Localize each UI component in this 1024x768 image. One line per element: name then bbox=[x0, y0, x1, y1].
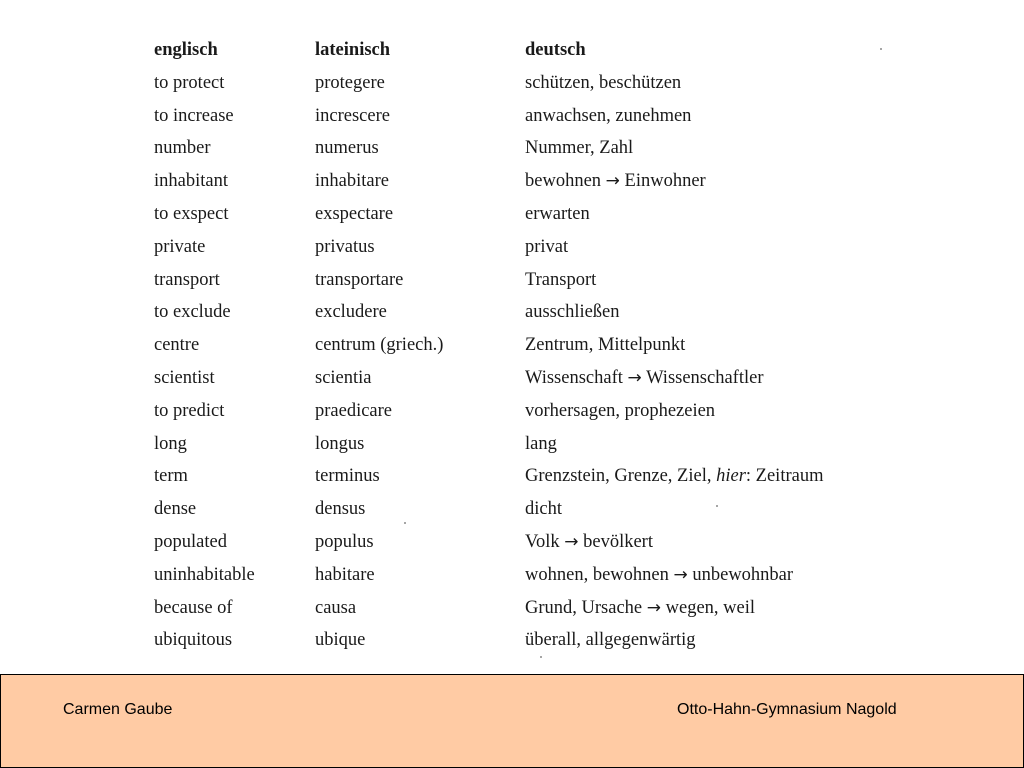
cell-latin: scientia bbox=[315, 367, 372, 388]
table-row bbox=[150, 332, 950, 365]
cell-german: schützen, beschützen bbox=[525, 72, 682, 93]
table-row bbox=[150, 168, 950, 201]
scan-speck bbox=[716, 505, 718, 507]
cell-english: private bbox=[154, 236, 206, 257]
cell-latin: longus bbox=[315, 433, 365, 454]
cell-english: to exclude bbox=[154, 302, 231, 323]
cell-german bbox=[525, 365, 763, 391]
cell-english: term bbox=[154, 466, 188, 487]
german-part: bewohnen bbox=[525, 171, 602, 192]
table-row bbox=[150, 627, 950, 660]
german-part: wegen, weil bbox=[665, 597, 756, 618]
cell-english: because of bbox=[154, 597, 233, 618]
cell-english: inhabitant bbox=[154, 171, 228, 192]
table-row bbox=[150, 299, 950, 332]
cell-german: Nummer, Zahl bbox=[525, 138, 634, 159]
table-row bbox=[150, 135, 950, 168]
cell-german: ausschließen bbox=[525, 302, 620, 323]
arrow-right-icon: → bbox=[627, 367, 642, 388]
cell-english: transport bbox=[154, 269, 220, 290]
table-row bbox=[150, 267, 950, 300]
cell-english: to increase bbox=[154, 105, 234, 126]
cell-english: scientist bbox=[154, 367, 215, 388]
cell-german: dicht bbox=[525, 499, 562, 520]
cell-english: to exspect bbox=[154, 203, 229, 224]
cell-german bbox=[525, 529, 653, 555]
cell-latin: terminus bbox=[315, 466, 380, 487]
cell-latin: exspectare bbox=[315, 203, 394, 224]
cell-german: erwarten bbox=[525, 203, 590, 224]
cell-german: Zentrum, Mittelpunkt bbox=[525, 335, 686, 356]
german-part: unbewohnbar bbox=[692, 564, 794, 585]
cell-latin: privatus bbox=[315, 236, 375, 257]
german-part: Wissenschaft bbox=[525, 367, 623, 388]
table-row bbox=[150, 398, 950, 431]
cell-german bbox=[525, 595, 755, 621]
table-row bbox=[150, 201, 950, 234]
footer-author: Carmen Gaube bbox=[63, 701, 173, 718]
cell-german: lang bbox=[525, 433, 557, 454]
cell-german bbox=[525, 562, 793, 588]
german-emphasis: hier bbox=[716, 466, 746, 487]
vocabulary-table bbox=[150, 37, 950, 660]
scan-speck bbox=[540, 656, 542, 658]
table-row bbox=[150, 496, 950, 529]
cell-latin: centrum (griech.) bbox=[315, 335, 444, 356]
cell-english: centre bbox=[154, 335, 200, 356]
cell-english: ubiquitous bbox=[154, 630, 233, 651]
table-row bbox=[150, 529, 950, 562]
cell-latin: transportare bbox=[315, 269, 404, 290]
footer-school: Otto-Hahn-Gymnasium Nagold bbox=[677, 701, 897, 718]
german-part: Wissenschaftler bbox=[646, 367, 764, 388]
german-part: Grenzstein, Grenze, Ziel, bbox=[525, 466, 712, 487]
german-part: wohnen, bewohnen bbox=[525, 564, 669, 585]
footer-bar bbox=[0, 674, 1024, 768]
table-row bbox=[150, 562, 950, 595]
cell-german: überall, allgegenwärtig bbox=[525, 630, 696, 651]
table-row bbox=[150, 70, 950, 103]
arrow-right-icon: → bbox=[605, 171, 620, 192]
arrow-right-icon: → bbox=[564, 531, 579, 552]
cell-english: dense bbox=[154, 499, 197, 520]
cell-latin: populus bbox=[315, 531, 374, 552]
cell-german bbox=[525, 168, 706, 194]
cell-latin: excludere bbox=[315, 302, 387, 323]
scan-speck bbox=[880, 48, 882, 50]
header-english: englisch bbox=[154, 40, 218, 60]
german-part: Einwohner bbox=[624, 171, 706, 192]
cell-german: vorhersagen, prophezeien bbox=[525, 400, 716, 421]
header-german: deutsch bbox=[525, 40, 586, 60]
cell-english: to predict bbox=[154, 400, 225, 421]
cell-latin: causa bbox=[315, 597, 357, 618]
table-row bbox=[150, 103, 950, 136]
cell-english: long bbox=[154, 433, 187, 454]
cell-english: uninhabitable bbox=[154, 564, 255, 585]
german-part: Grund, Ursache bbox=[525, 597, 643, 618]
cell-german: privat bbox=[525, 236, 569, 257]
cell-latin: habitare bbox=[315, 564, 375, 585]
german-part: Volk bbox=[525, 531, 560, 552]
cell-latin: ubique bbox=[315, 630, 366, 651]
table-row bbox=[150, 365, 950, 398]
header-latin: lateinisch bbox=[315, 40, 391, 60]
table-body bbox=[150, 70, 950, 660]
table-row bbox=[150, 431, 950, 464]
table-row bbox=[150, 234, 950, 267]
cell-latin: protegere bbox=[315, 72, 385, 93]
table-row bbox=[150, 463, 950, 496]
german-part: : Zeitraum bbox=[745, 466, 824, 487]
scan-speck bbox=[404, 522, 406, 524]
cell-german: Transport bbox=[525, 269, 597, 290]
cell-english: populated bbox=[154, 531, 227, 552]
german-part: bevölkert bbox=[583, 531, 653, 552]
cell-latin: increscere bbox=[315, 105, 390, 126]
cell-german: anwachsen, zunehmen bbox=[525, 105, 692, 126]
cell-latin: inhabitare bbox=[315, 171, 389, 192]
cell-english: to protect bbox=[154, 72, 225, 93]
table-row bbox=[150, 595, 950, 628]
table-header-row bbox=[150, 37, 950, 70]
cell-latin: numerus bbox=[315, 138, 379, 159]
arrow-right-icon: → bbox=[646, 597, 661, 618]
cell-latin: praedicare bbox=[315, 400, 393, 421]
cell-latin: densus bbox=[315, 499, 366, 520]
arrow-right-icon: → bbox=[673, 564, 688, 585]
cell-german bbox=[525, 463, 823, 489]
cell-english: number bbox=[154, 138, 211, 159]
